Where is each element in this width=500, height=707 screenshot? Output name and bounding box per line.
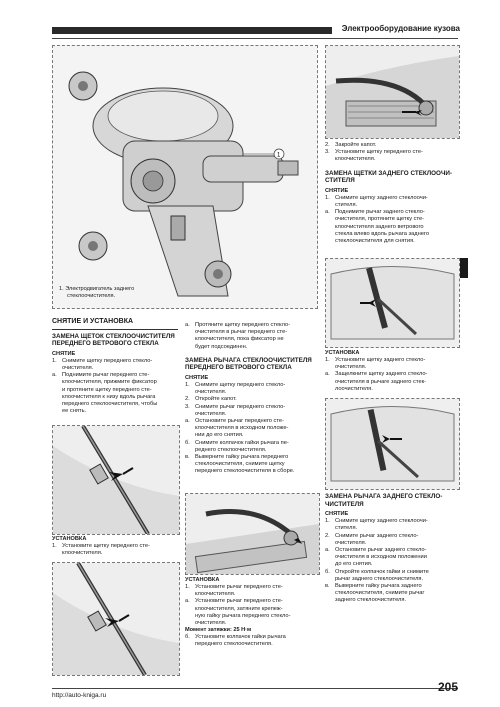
removal-steps [325, 195, 458, 245]
section-heading: СНЯТИЕ И УСТАНОВКА [52, 318, 134, 325]
removal-label: СНЯТИЕ [52, 350, 76, 357]
front-blade-install-illustration [53, 563, 179, 675]
list-item: 1. Установите рычаг переднего сте- клоочистителя. [185, 584, 283, 598]
list-item: 1. Снимите щетку заднего стеклоочи- стителя. [325, 518, 428, 532]
rear-blade-illustration [326, 259, 459, 347]
figure-front-arm [185, 493, 320, 575]
torque-spec: Момент затяжки: 25 Н·м [185, 627, 252, 634]
list-item: 1. Снимите щетку переднего стекло- очистителя. [185, 382, 286, 396]
figure-rear-blade-install [325, 398, 460, 490]
list-item: а. Защелкните щетку заднего стекло- очистителя в рычаге заднего стек- лоочистителя. [325, 371, 428, 392]
header-bar [52, 27, 332, 34]
list-item: 1. Снимите щетку заднего стеклоочи- стителя. [325, 194, 428, 208]
column-1-install [52, 536, 178, 557]
install-label: УСТАНОВКА [52, 536, 87, 542]
figure-front-blade-removal [52, 425, 180, 535]
front-arm-close-illustration [326, 46, 459, 138]
list-item: в. Выверните гайку рычага переднего стеклоочистителя, снимите щетку переднего стеклоочистителя в сборе. [185, 454, 295, 475]
footer-divider [52, 688, 458, 689]
removal-label: СНЯТИЕ [325, 511, 349, 518]
column-3 [325, 142, 458, 245]
removal-label: СНЯТИЕ [325, 187, 349, 194]
column-3-install [325, 350, 458, 393]
callout-1: 1 [277, 152, 281, 159]
column-2 [185, 322, 318, 476]
list-item: а. Протяните щетку переднего стекло- очистителя в рычаг переднего сте- клоочистителя, пока фиксатор не будет подсоединен. [185, 322, 291, 350]
rear-blade-install-illustration [326, 399, 459, 489]
figure-front-arm-close [325, 45, 460, 139]
wiper-motor-illustration [53, 46, 317, 308]
list-item: 2. Откройте капот. [185, 396, 237, 403]
heading-rule [52, 329, 178, 330]
figure-caption: 1. Электродвигатель заднего стеклоочистителя. [59, 286, 135, 299]
front-arm-illustration [186, 494, 319, 574]
subheading-rear-blade: ЗАМЕНА ЩЕТКИ ЗАДНЕГО СТЕКЛООЧИ- СТИТЕЛЯ [325, 169, 452, 185]
removal-steps [325, 518, 458, 604]
column-1 [52, 318, 178, 415]
list-item: 1. Снимите щетку переднего стекло- очистителя. [52, 357, 153, 371]
removal-steps [185, 382, 318, 476]
list-item: а. Остановите рычаг заднего стекло- очистителя в исходном положении до его снятия. [325, 547, 427, 568]
list-item: б. Снимите колпачок гайки рычага пе- реднего стеклоочистителя. [185, 439, 289, 453]
list-item: 1. Установите щетку переднего сте- клоочистителя. [52, 543, 150, 557]
column-3-rear-arm [325, 493, 458, 605]
subheading-front-arm: ЗАМЕНА РЫЧАГА СТЕКЛООЧИСТИТЕЛЯ ПЕРЕДНЕГО ВЕТРОВОГО СТЕКЛА [185, 356, 312, 372]
footer-url[interactable]: http://auto-kniga.ru [52, 692, 107, 699]
front-blade-illustration [53, 426, 179, 534]
list-item: б. Откройте колпачок гайки и снимите рычаг заднего стеклоочистителя. [325, 568, 429, 582]
subheading-front-blade: ЗАМЕНА ЩЕТОК СТЕКЛООЧИСТИТЕЛЯ ПЕРЕДНЕГО ВЕТРОВОГО СТЕКЛА [52, 332, 175, 348]
install-label: УСТАНОВКА [325, 350, 360, 356]
figure-wiper-motor [52, 45, 318, 309]
subheading-rear-arm: ЗАМЕНА РЫЧАГА ЗАДНЕГО СТЕКЛО- ЧИСТИТЕЛЯ [325, 493, 443, 508]
list-item: 3. Установите щетку переднего сте- клоочистителя. [325, 149, 423, 163]
list-item: а. Остановите рычаг переднего сте- клоочистителя в исходном положе- нии до его снятия. [185, 418, 289, 439]
list-item: 2. Закройте капот. [325, 142, 377, 148]
figure-rear-blade-removal [325, 258, 460, 348]
figure-front-blade-install [52, 562, 180, 676]
list-item: в. Выверните гайку рычага заднего стеклоочистителя, снимите рычаг заднего стеклоочистителя. [325, 583, 425, 604]
list-item: а. Поднимите рычаг переднего сте- клоочистителя, прижмите фиксатор и протяните щетку переднего сте- клоочистителя к низу вдоль рычага переднего стеклоочистителя, чтобы ее снять. [52, 372, 158, 415]
page-number: 205 [437, 680, 458, 694]
list-item: а. Поднимите рычаг заднего стекло- очистителя, протяните щетку сте- клоочистителя заднего ветрового стекла влево вдоль рычага заднего стеклоочистителя для снятия. [325, 209, 429, 245]
list-item: 1. Установите щетку заднего стекло- очистителя. [325, 357, 426, 371]
removal-label: СНЯТИЕ [185, 375, 209, 381]
page-header-title: Электрооборудование кузова [341, 24, 460, 33]
list-item: 2. Снимите рычаг заднего стекло- очистителя. [325, 532, 419, 546]
list-item: а. Установите рычаг переднего сте- клоочистителя, затяните крепеж- ную гайку рычага переднего стекло- очистителя. [185, 598, 291, 627]
column-2-install [185, 577, 318, 649]
header-divider [52, 38, 458, 39]
removal-steps [52, 358, 178, 416]
install-label: УСТАНОВКА [185, 577, 220, 583]
list-item: 3. Снимите рычаг переднего стекло- очистителя. [185, 403, 286, 417]
list-item: б. Установите колпачок гайки рычага переднего стеклоочистителя. [185, 634, 286, 648]
